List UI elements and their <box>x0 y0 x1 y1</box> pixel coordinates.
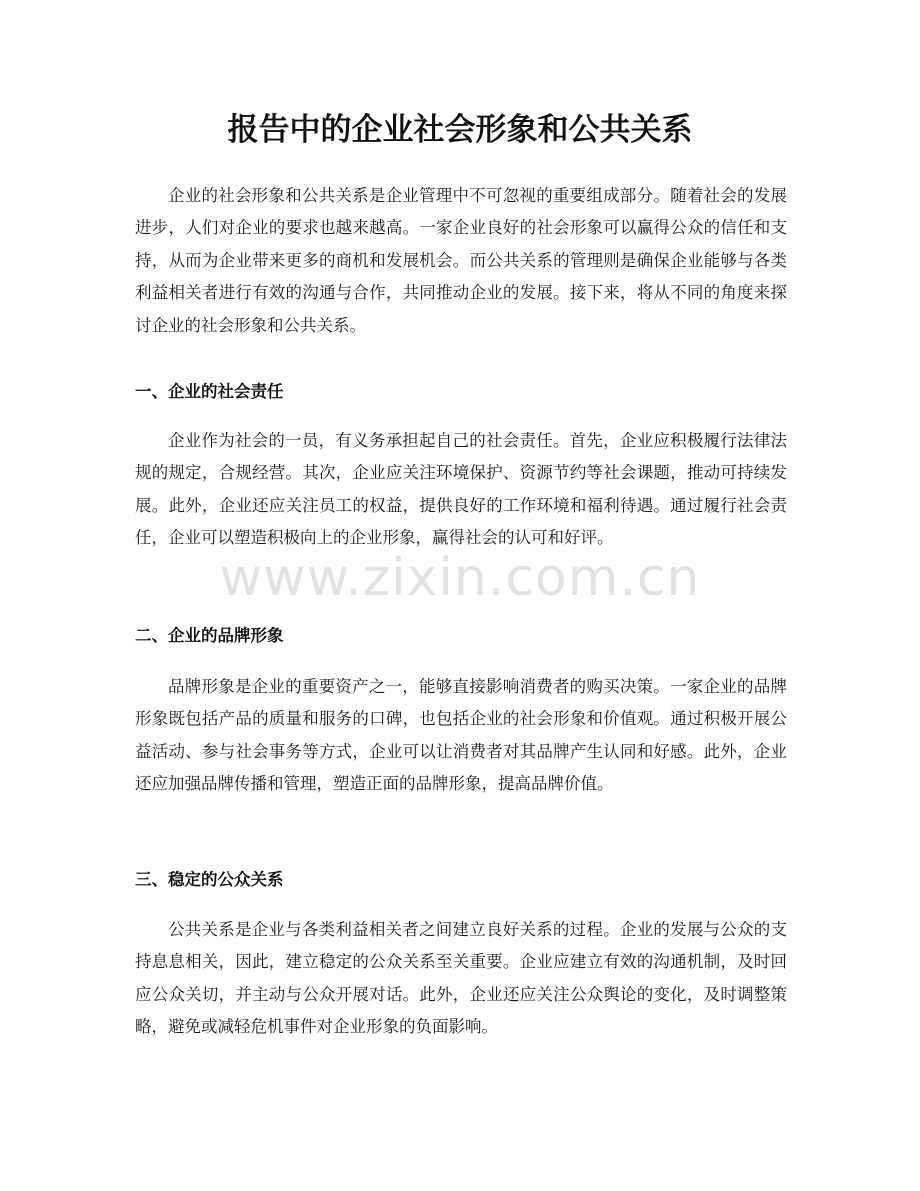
section-body-social-responsibility: 企业作为社会的一员，有义务承担起自己的社会责任。首先，企业应积极履行法律法规的规定，合规经营。其次，企业应关注环境保护、资源节约等社会课题，推动可持续发展。此外，企业还应关注员工的权益，提供良好的工作环境和福利待遇。通过履行社会责任，企业可以塑造积极向上的企业形象，赢得社会的认可和好评。 <box>135 431 787 548</box>
document-title: 报告中的企业社会形象和公共关系 <box>227 112 693 148</box>
intro-paragraph: 企业的社会形象和公共关系是企业管理中不可忽视的重要组成部分。随着社会的发展进步，人们对企业的要求也越来越高。一家企业良好的社会形象可以赢得公众的信任和支持，从而为企业带来更多的商机和发展机会。而公共关系的管理则是确保企业能够与各类利益相关者进行有效的沟通与合作，共同推动企业的发展。接下来，将从不同的角度来探讨企业的社会形象和公共关系。 <box>135 186 787 335</box>
section-body-public-relations: 公共关系是企业与各类利益相关者之间建立良好关系的过程。企业的发展与公众的支持息息相关，因此，建立稳定的公众关系至关重要。企业应建立有效的沟通机制，及时回应公众关切，并主动与公众开展对话。此外，企业还应关注公众舆论的变化，及时调整策略，避免或减轻危机事件对企业形象的负面影响。 <box>135 920 787 1037</box>
section-heading-public-relations: 三、稳定的公众关系 <box>135 870 284 889</box>
section-body-brand-image: 品牌形象是企业的重要资产之一，能够直接影响消费者的购买决策。一家企业的品牌形象既包括产品的质量和服务的口碑，也包括企业的社会形象和价值观。通过积极开展公益活动、参与社会事务等方式，企业可以让消费者对其品牌产生认同和好感。此外，企业还应加强品牌传播和管理，塑造正面的品牌形象，提高品牌价值。 <box>135 677 787 794</box>
section-heading-brand-image: 二、企业的品牌形象 <box>135 626 284 645</box>
section-heading-social-responsibility: 一、企业的社会责任 <box>135 382 284 401</box>
watermark: www.zixin.com.cn <box>219 548 701 608</box>
